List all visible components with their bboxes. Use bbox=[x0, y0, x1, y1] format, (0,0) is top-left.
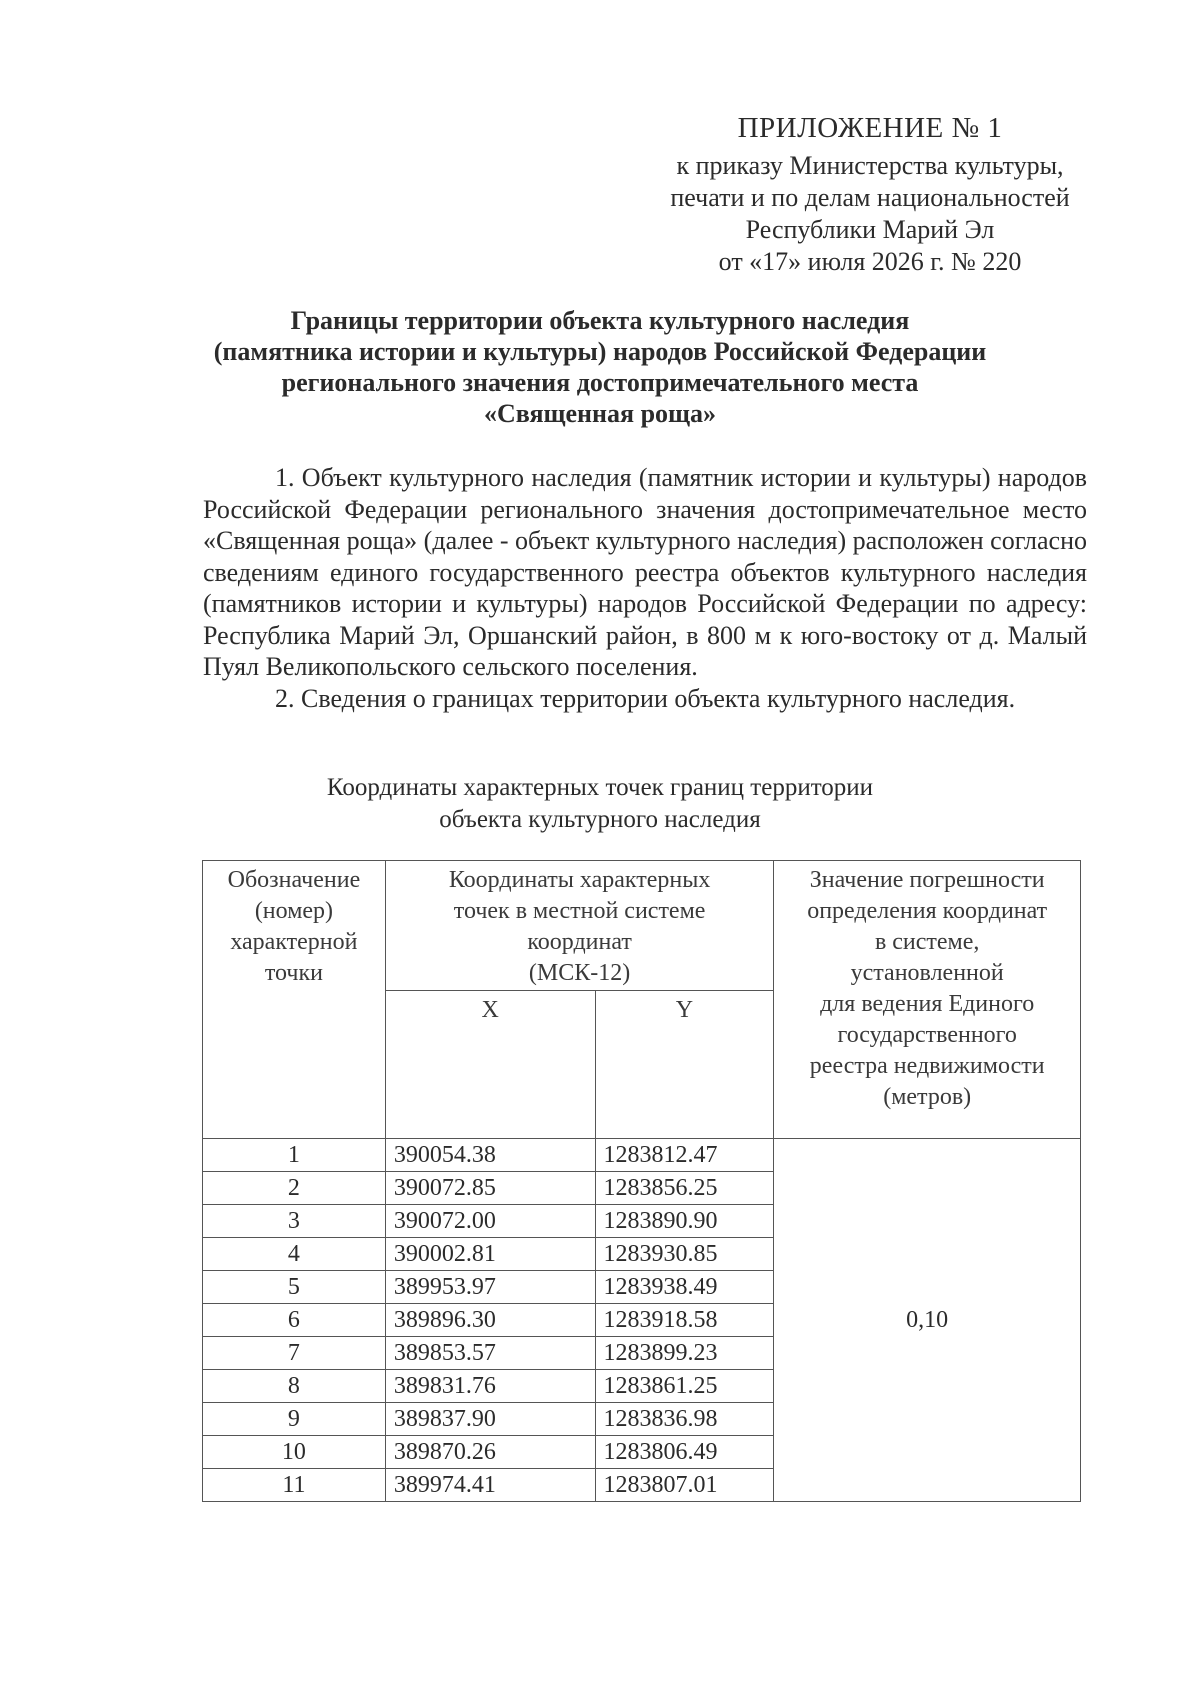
table-caption-line-2: объекта культурного наследия bbox=[439, 806, 761, 833]
point-number: 8 bbox=[203, 1370, 386, 1403]
paragraph-1: 1. Объект культурного наследия (памятник истории и культуры) народов Российской Федерации регионального значения достопримечательное место «Священная роща» (далее - объект культурного наследия) расположен согласно сведениям единого государственного реестра объектов культурного наследия (памятников истории и культуры) народов Российской Федерации по адресу: Республика Марий Эл, Оршанский район, в 800 м к юго-востоку от д. Малый Пуял Великопольского сельского поселения. bbox=[203, 463, 1088, 681]
appendix-title: ПРИЛОЖЕНИЕ № 1 bbox=[737, 112, 1003, 144]
header-coordinates: Координаты характерных точек в местной системе координат (МСК-12) bbox=[385, 861, 774, 991]
point-y: 1283861.25 bbox=[595, 1370, 774, 1403]
point-number: 3 bbox=[203, 1205, 386, 1238]
point-y: 1283812.47 bbox=[595, 1139, 774, 1172]
table-caption-line-1: Координаты характерных точек границ территории bbox=[326, 774, 874, 801]
header-accuracy: Значение погрешности определения координат в системе, установленной для ведения Единого государственного реестра недвижимости (метров) bbox=[774, 861, 1081, 1139]
point-number: 2 bbox=[203, 1172, 386, 1205]
point-x: 390054.38 bbox=[385, 1139, 595, 1172]
point-x: 389870.26 bbox=[385, 1436, 595, 1469]
point-number: 7 bbox=[203, 1337, 386, 1370]
point-number: 5 bbox=[203, 1271, 386, 1304]
point-x: 389896.30 bbox=[385, 1304, 595, 1337]
title-line-2: (памятника истории и культуры) народов Российской Федерации bbox=[213, 337, 987, 366]
point-number: 9 bbox=[203, 1403, 386, 1436]
point-x: 389837.90 bbox=[385, 1403, 595, 1436]
paragraph-2: 2. Сведения о границах территории объекта культурного наследия. bbox=[275, 683, 1016, 713]
appendix-line-2: печати и по делам национальностей bbox=[670, 183, 1070, 212]
point-x: 389953.97 bbox=[385, 1271, 595, 1304]
point-number: 11 bbox=[203, 1469, 386, 1502]
point-x: 389853.57 bbox=[385, 1337, 595, 1370]
coordinates-table bbox=[202, 860, 1081, 1502]
appendix-header bbox=[640, 112, 1100, 278]
point-x: 389974.41 bbox=[385, 1469, 595, 1502]
point-y: 1283890.90 bbox=[595, 1205, 774, 1238]
point-y: 1283918.58 bbox=[595, 1304, 774, 1337]
point-number: 10 bbox=[203, 1436, 386, 1469]
point-x: 390072.00 bbox=[385, 1205, 595, 1238]
appendix-line-1: к приказу Министерства культуры, bbox=[676, 151, 1064, 180]
title-line-3: регионального значения достопримечательного места bbox=[281, 368, 919, 397]
point-number: 1 bbox=[203, 1139, 386, 1172]
point-y: 1283899.23 bbox=[595, 1337, 774, 1370]
point-y: 1283836.98 bbox=[595, 1403, 774, 1436]
accuracy-value: 0,10 bbox=[774, 1139, 1081, 1502]
point-x: 389831.76 bbox=[385, 1370, 595, 1403]
document-title bbox=[150, 305, 1050, 429]
appendix-line-4: от «17» июля 2026 г. № 220 bbox=[718, 247, 1022, 276]
point-number: 6 bbox=[203, 1304, 386, 1337]
appendix-line-3: Республики Марий Эл bbox=[745, 215, 995, 244]
body-text bbox=[203, 462, 1087, 714]
point-y: 1283930.85 bbox=[595, 1238, 774, 1271]
title-line-1: Границы территории объекта культурного наследия bbox=[290, 306, 910, 335]
point-y: 1283807.01 bbox=[595, 1469, 774, 1502]
point-x: 390002.81 bbox=[385, 1238, 595, 1271]
point-x: 390072.85 bbox=[385, 1172, 595, 1205]
point-y: 1283806.49 bbox=[595, 1436, 774, 1469]
point-y: 1283938.49 bbox=[595, 1271, 774, 1304]
header-x: X bbox=[385, 991, 595, 1139]
header-designation: Обозначение (номер) характерной точки bbox=[203, 861, 386, 1139]
table-caption bbox=[250, 772, 950, 836]
point-number: 4 bbox=[203, 1238, 386, 1271]
header-y: Y bbox=[595, 991, 774, 1139]
table-row bbox=[203, 1139, 1081, 1172]
point-y: 1283856.25 bbox=[595, 1172, 774, 1205]
title-line-4: «Священная роща» bbox=[484, 399, 716, 428]
